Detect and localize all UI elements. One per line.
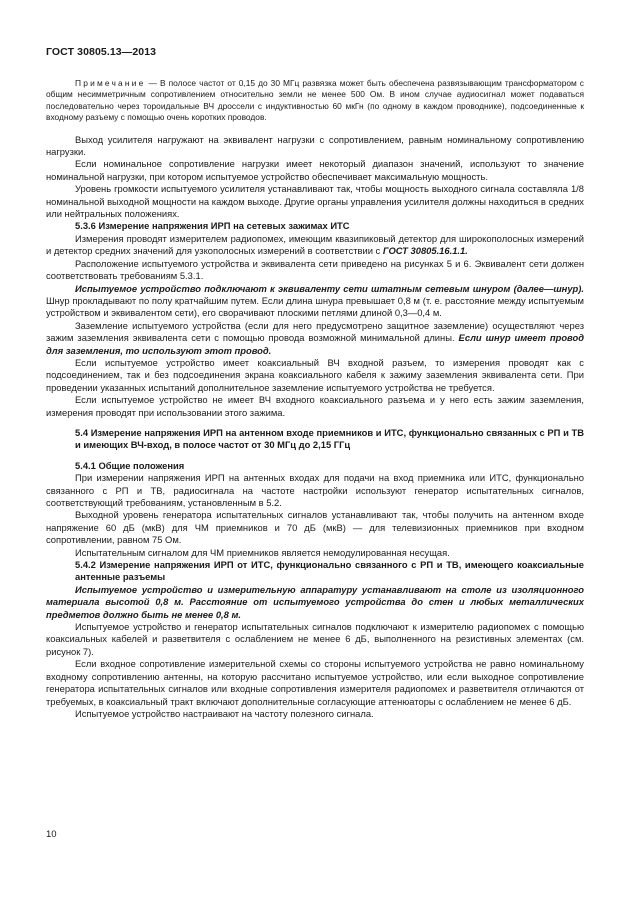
paragraph: Если входное сопротивление измерительной схемы со стороны испытуемого устройства не равно номинальному входному сопротивлению антенны, на которую рассчитано испытуемое устройство, или если выходное сопротивление генератора испытательных сигналов или входные сопротивления измерителя радиопомех и разветвителя отличаются от требуемых, в коаксиальный тракт включают дополнительные согласующие аттенюаторы с ослаблением не менее 6 дБ.: [46, 658, 584, 707]
emphasis-text: Испытуемое устройство подключают к эквиваленту сети штатным сетевым шнуром (далее—шнур).: [75, 282, 584, 294]
paragraph: Расположение испытуемого устройства и эквивалента сети приведено на рисунках 5 и 6. Эквивалент сети должен соответствовать требованиям 5.3.1.: [46, 257, 584, 282]
section-heading-5-4-2: 5.4.2 Измерение напряжения ИРП от ИТС, функционально связанного с РП и ТВ, имеющего коаксиальные антенные разъемы: [75, 559, 584, 583]
paragraph: Если испытуемое устройство не имеет ВЧ входного коаксиального разъема и у него есть зажим заземления, измерения проводят при использовании этого зажима.: [46, 394, 584, 418]
paragraph: Если номинальное сопротивление нагрузки имеет некоторый диапазон значений, используют то значение номинальной нагрузки, при котором испытуемое устройство обеспечивает максимальную мощность.: [46, 158, 584, 182]
paragraph: Испытуемое устройство и генератор испытательных сигналов подключают к измерителю радиопомех с помощью коаксиальных кабелей и разветвителя с ослаблением не менее 6 дБ, выполненного на резистивных элементах (см. рисунок 7).: [46, 621, 584, 657]
paragraph: [46, 320, 584, 357]
note-text: — В полосе частот от 0,15 до 30 МГц развязка может быть обеспечена развязывающим трансформатором с общим несимметричным сопротивлением относительно земли не менее 500 Ом. В ином случае аудиосигнал может подаваться последовательно через тороидальные ВЧ дроссели с индуктивностью 60 мкГн (по одному в каждом проводнике), подсоединенные к входному разъему с помощью очень коротких проводов.: [46, 78, 584, 123]
paragraph-text: Шнур прокладывают по полу кратчайшим путем. Если длина шнура превышает 0,8 м (т. е. расстояние между испытуемым устройством и эквивалентом сети), его сворачивают плоскими петлями длиной 0,3—0,4 м.: [46, 294, 584, 319]
paragraph: Испытательным сигналом для ЧМ приемников является немодулированная несущая.: [75, 546, 450, 558]
paragraph-text: Заземление испытуемого устройства (если для него предусмотрено защитное заземление) осуществляют через зажим заземления эквивалента сети с помощью провода возможной минимальной длины.: [46, 319, 584, 344]
paragraph: Выход усилителя нагружают на эквивалент нагрузки с сопротивлением, равным номинальному сопротивлению нагрузки.: [46, 133, 584, 158]
paragraph-text: Измерения проводят измерителем радиопомех, имеющим квазипиковый детектор для широкополосных измерений и детектор средних значений для узкополосных измерений в соответствии с: [46, 232, 584, 257]
paragraph: Испытуемое устройство настраивают на частоту полезного сигнала.: [75, 707, 374, 719]
section-heading-5-4-1: 5.4.1 Общие положения: [75, 459, 185, 471]
section-heading-5-3-6: 5.3.6 Измерение напряжения ИРП на сетевых зажимах ИТС: [75, 220, 350, 232]
section-heading-5-4: 5.4 Измерение напряжения ИРП на антенном входе приемников и ИТС, функционально связанных с РП и ТВ и имеющих ВЧ-вход, в полосе частот от 30 МГц до 2,15 ГГц: [75, 426, 584, 451]
standard-reference: ГОСТ 30805.16.1.1.: [382, 245, 468, 257]
paragraph: [46, 283, 584, 320]
paragraph: Если испытуемое устройство имеет коаксиальный ВЧ входной разъем, то измерения проводят как с подсоединением, так и без подсоединения экрана коаксиального кабеля к зажиму заземления эквивалента сети. При проведении указанных испытаний дополнительное заземление испытуемого устройства не требуется.: [46, 356, 584, 393]
emphasis-paragraph: Испытуемое устройство и измерительную аппаратуру устанавливают на столе из изоляционного материала высотой 0,8 м. Расстояние от испытуемого устройства до стен и любых металлических предметов должно быть не менее 0,8 м.: [46, 583, 584, 620]
paragraph: [46, 233, 584, 258]
page-number: 10: [46, 829, 57, 840]
paragraph: Выходной уровень генератора испытательных сигналов устанавливают так, чтобы получить на антенном входе напряжение 60 дБ (мкВ) для ЧМ приемников и 70 дБ (мкВ) — для телевизионных приемников при входном сопротивлении, равном 75 Ом.: [46, 509, 584, 546]
paragraph: Уровень громкости испытуемого усилителя устанавливают так, чтобы мощность выходного сигнала составляла 1/8 номинальной выходной мощности на каждом выходе. Другие органы управления усилителя должны находиться в средних или нейтральных положениях.: [46, 183, 584, 220]
note-paragraph: [46, 78, 584, 124]
note-label: Примечание: [75, 78, 146, 88]
emphasis-text: Если шнур имеет провод для заземления, то используют этот провод.: [46, 332, 585, 356]
document-header: ГОСТ 30805.13—2013: [46, 46, 157, 58]
paragraph: При измерении напряжения ИРП на антенных входах для подачи на вход приемника или ИТС, функционально связанного с РП и ТВ, радиосигнала на частоте настройки используют генератор испытательных сигналов, соответствующий требованиям, установленным в 5.2.: [46, 472, 584, 508]
document-body: [46, 78, 584, 720]
